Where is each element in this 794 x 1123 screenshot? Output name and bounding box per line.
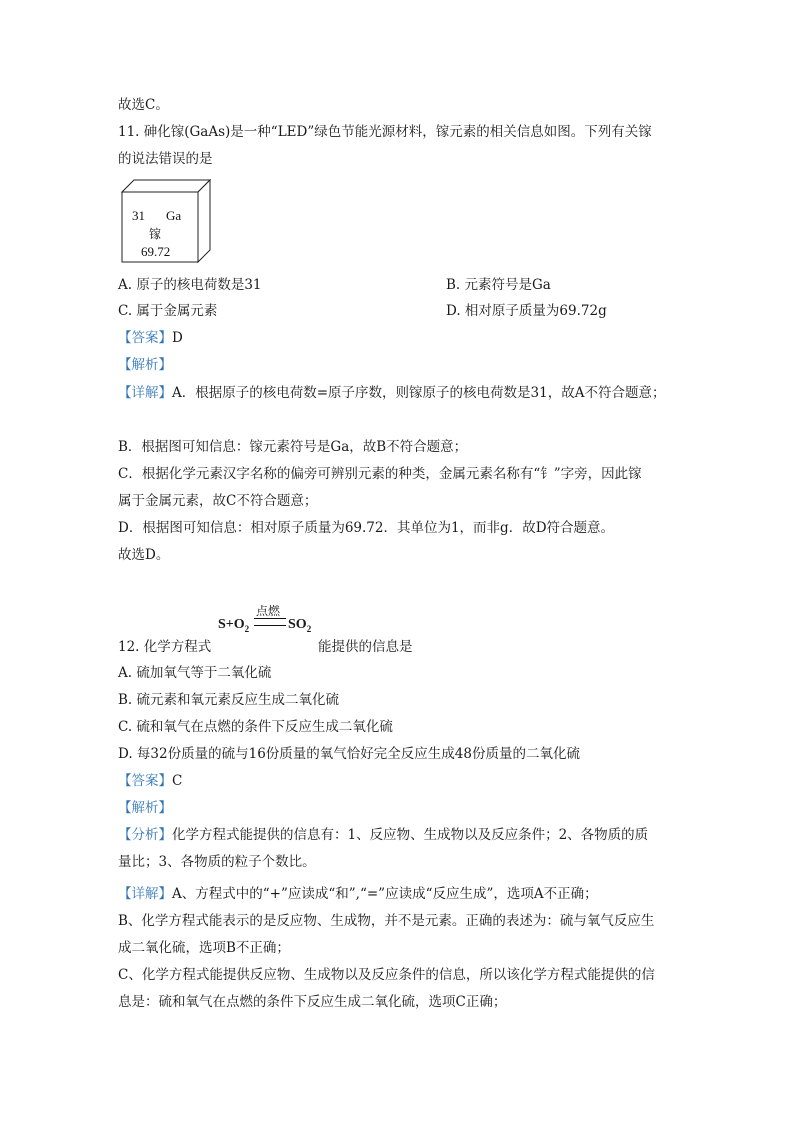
q12-option-b: B. 硫元素和氧元素反应生成二氧化硫 xyxy=(118,692,340,708)
equation-reactants xyxy=(218,617,249,634)
reaction-condition: 点燃 xyxy=(256,604,281,618)
reactants-text: S+O xyxy=(218,617,245,632)
option-d: D. 相对原子质量为69.72g xyxy=(446,303,607,319)
analysis-line-1 xyxy=(118,826,648,844)
answer-tag-2: 【答案】 xyxy=(118,773,172,789)
analysis-text-1: 化学方程式能提供的信息有：1、反应物、生成物以及反应条件；2、各物质的质 xyxy=(172,827,649,843)
detail-tag: 【详解】 xyxy=(118,385,172,401)
detail2-line-b: B、化学方程式能表示的是反应物、生成物，并不是元素。正确的表述为：硫与氧气反应生 xyxy=(118,913,655,929)
detail-line-b: B．根据图可知信息：镓元素符号是Ga，故B不符合题意； xyxy=(118,439,468,455)
equation-product xyxy=(288,617,311,634)
detail2-line-c-cont: 息是：硫和氧气在点燃的条件下反应生成二氧化硫，选项C正确； xyxy=(118,994,507,1010)
option-c: C. 属于金属元素 xyxy=(118,303,218,319)
analysis-tag: 【解析】 xyxy=(118,357,172,373)
detail-line-c: C．根据化学元素汉字名称的偏旁可辨别元素的种类，金属元素名称有“钅”字旁，因此镓 xyxy=(118,466,642,482)
detail-line-a xyxy=(118,384,666,402)
element-name: 镓 xyxy=(149,227,162,241)
answer-tag: 【答案】 xyxy=(118,330,172,346)
analysis-tag-2: 【解析】 xyxy=(118,800,172,816)
conclusion-text-2: 故选D。 xyxy=(118,547,170,563)
detail-text-a: A．根据原子的核电荷数=原子序数，则镓原子的核电荷数是31，故A不符合题意； xyxy=(172,385,666,401)
conclusion-text: 故选C。 xyxy=(118,97,169,113)
detail-line-c-cont: 属于金属元素，故C不符合题意； xyxy=(118,493,318,509)
question-11-stem: 11. 砷化镓(GaAs)是一种“LED”绿色节能光源材料，镓元素的相关信息如图。下列有关镓 xyxy=(118,124,652,140)
atomic-number: 31 xyxy=(132,208,145,223)
equals-sign xyxy=(254,618,286,626)
answer-line-2 xyxy=(118,772,182,790)
atomic-mass: 69.72 xyxy=(141,244,171,259)
answer-value: D xyxy=(172,330,183,346)
analysis-subtag: 【分析】 xyxy=(118,827,172,843)
analysis-line-2: 量比；3、各物质的粒子个数比。 xyxy=(118,854,316,870)
question-12-stem-start: 12. 化学方程式 xyxy=(118,639,212,655)
element-symbol: Ga xyxy=(166,208,182,223)
q12-option-c: C. 硫和氧气在点燃的条件下反应生成二氧化硫 xyxy=(118,719,393,735)
q12-option-d: D. 每32份质量的硫与16份质量的氧气恰好完全反应生成48份质量的二氧化硫 xyxy=(118,746,580,762)
answer-value-2: C xyxy=(172,773,183,789)
detail2-line-b-cont: 成二氧化硫，选项B不正确； xyxy=(118,940,290,956)
answer-line xyxy=(118,329,183,347)
detail2-line-c: C、化学方程式能提供反应物、生成物以及反应条件的信息，所以该化学方程式能提供的信 xyxy=(118,967,655,983)
chemical-equation xyxy=(218,602,328,636)
q12-option-a: A. 硫加氧气等于二氧化硫 xyxy=(118,665,272,681)
product-subscript: 2 xyxy=(306,623,312,634)
option-b: B. 元素符号是Ga xyxy=(446,277,551,293)
question-11-stem-cont: 的说法错误的是 xyxy=(118,151,213,167)
option-a: A. 原子的核电荷数是31 xyxy=(118,277,262,293)
reactants-subscript: 2 xyxy=(244,623,250,634)
product-text: SO xyxy=(288,617,307,632)
detail-line-d: D．根据图可知信息：相对原子质量为69.72．其单位为1，而非g．故D符合题意。 xyxy=(118,520,615,536)
detail-tag-2: 【详解】 xyxy=(118,886,172,902)
element-card xyxy=(120,178,212,264)
question-12-stem-end: 能提供的信息是 xyxy=(318,639,413,655)
detail2-text-a: A、方程式中的“+”应读成“和”,“=”应读成“反应生成”，选项A不正确； xyxy=(172,886,598,902)
detail2-line-a xyxy=(118,885,598,903)
